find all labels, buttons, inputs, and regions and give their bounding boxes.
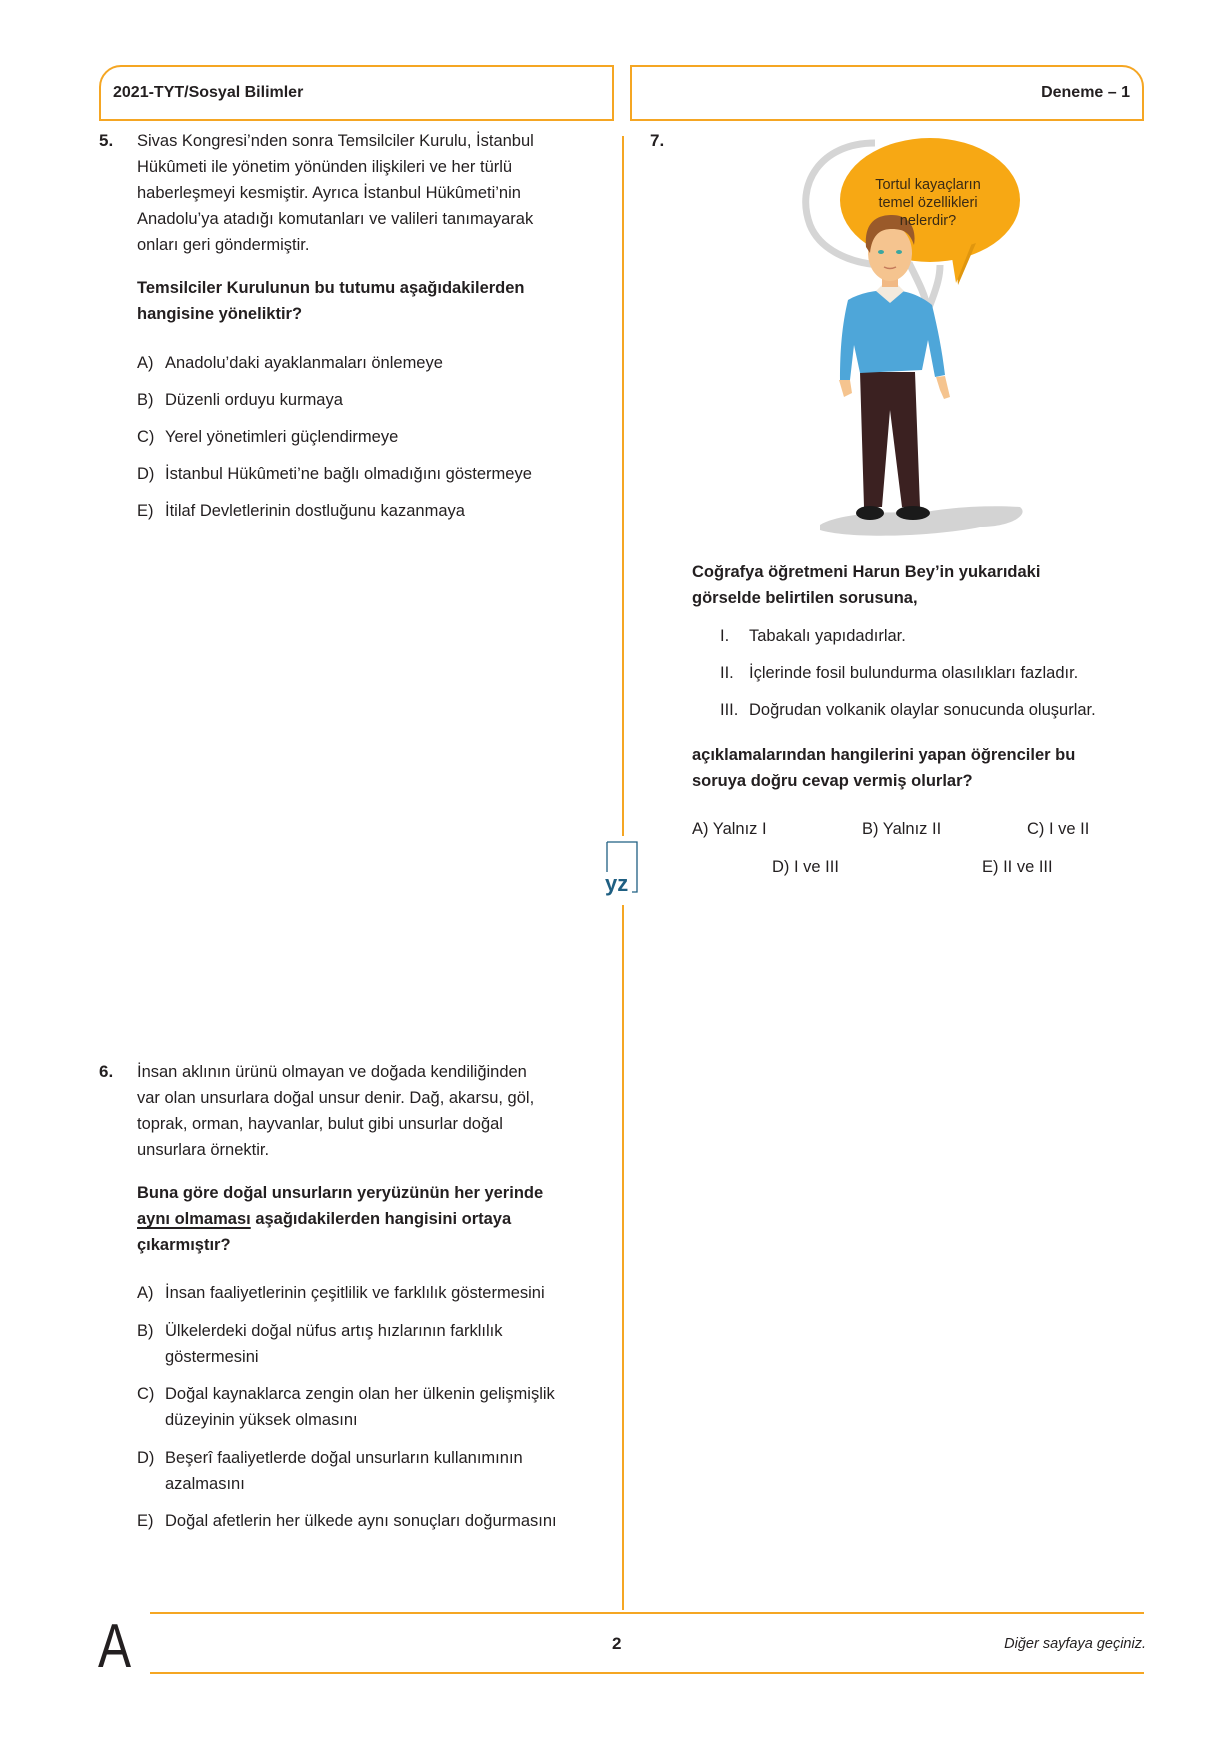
question-prompt: [137, 275, 525, 327]
column-divider-bottom: [622, 905, 624, 1610]
option-text: Beşerî faaliyetlerde doğal unsurların kullanımının azalmasını: [165, 1449, 523, 1493]
statement-text: İçlerinde fosil bulundurma olasılıkları fazladır.: [749, 664, 1079, 682]
answer-option-c[interactable]: [137, 424, 398, 450]
stem-line: İnsan aklının ürünü olmayan ve doğada kendiliğinden: [137, 1063, 527, 1081]
stem-line: unsurlara örnektir.: [137, 1141, 270, 1159]
option-letter: E): [137, 502, 154, 520]
answer-option-a[interactable]: [137, 1280, 545, 1306]
stem-line: haberleşmeyi kesmiştir. Ayrıca İstanbul Hükûmeti’nin: [137, 184, 521, 202]
prompt-line: soruya doğru cevap vermiş olurlar?: [692, 772, 973, 790]
option-text: İstanbul Hükûmeti’ne bağlı olmadığını göstermeye: [165, 465, 532, 483]
hand-left: [839, 380, 852, 397]
question-prompt: [692, 559, 1040, 611]
stem-line: Anadolu’ya atadığı komutanları ve valileri tanımayarak: [137, 210, 534, 228]
header-left-box: [99, 65, 614, 121]
question-stem: [137, 128, 534, 258]
option-letter: A): [137, 1284, 154, 1302]
option-letter: D): [137, 465, 155, 483]
answer-option-a[interactable]: A) Yalnız I: [692, 820, 767, 838]
sweater: [840, 290, 945, 380]
answer-option-a[interactable]: [137, 350, 443, 376]
statement-text: Tabakalı yapıdadırlar.: [749, 627, 906, 645]
statement-numeral: II.: [720, 664, 734, 682]
prompt-line: çıkarmıştır?: [137, 1236, 231, 1254]
question-ask: [692, 742, 1075, 794]
statement-numeral: I.: [720, 627, 730, 645]
shoe-right: [896, 506, 930, 520]
answer-option-c[interactable]: [137, 1381, 555, 1433]
answer-option-e[interactable]: E) II ve III: [982, 858, 1053, 876]
stem-line: var olan unsurlara doğal unsur denir. Dağ, akarsu, göl,: [137, 1089, 535, 1107]
stem-line: onları geri göndermiştir.: [137, 236, 310, 254]
hand-right: [936, 376, 950, 399]
question-prompt: [137, 1180, 543, 1258]
stem-line: toprak, orman, hayvanlar, bulut gibi unsurlar doğal: [137, 1115, 503, 1133]
option-text: Yerel yönetimleri güçlendirmeye: [165, 428, 399, 446]
option-text: Doğal afetlerin her ülkede aynı sonuçları doğurmasını: [165, 1512, 557, 1530]
option-letter: C): [137, 428, 155, 446]
answer-option-b[interactable]: B) Yalnız II: [862, 820, 942, 838]
answer-option-b[interactable]: [137, 1318, 503, 1370]
prompt-line: görselde belirtilen sorusuna,: [692, 589, 918, 607]
prompt-line: [137, 1206, 543, 1232]
question-number: 6.: [99, 1062, 114, 1081]
question-number: 5.: [99, 131, 114, 150]
yz-logo-icon: [604, 840, 640, 896]
booklet-type: A: [98, 1612, 132, 1681]
exam-edition: Deneme – 1: [1041, 84, 1130, 101]
option-letter: B): [137, 1322, 154, 1340]
option-letter: A): [137, 354, 154, 372]
statement-i: [720, 623, 906, 649]
question-number: 7.: [650, 131, 665, 150]
stem-line: Hükûmeti ile yönetim yönünden ilişkileri ve her türlü: [137, 158, 513, 176]
prompt-line: açıklamalarından hangilerini yapan öğrenciler bu: [692, 746, 1076, 764]
page-number: 2: [612, 1634, 622, 1653]
option-text: Düzenli orduyu kurmaya: [165, 391, 343, 409]
prompt-line: hangisine yöneliktir?: [137, 305, 303, 323]
stem-line: Sivas Kongresi’nden sonra Temsilciler Kurulu, İstanbul: [137, 132, 534, 150]
option-letter: C): [137, 1385, 155, 1403]
prompt-line: Coğrafya öğretmeni Harun Bey’in yukarıdaki: [692, 563, 1041, 581]
option-text: İtilaf Devletlerinin dostluğunu kazanmaya: [165, 502, 465, 520]
column-divider-top: [622, 136, 624, 836]
option-text: Doğal kaynaklarca zengin olan her ülkenin gelişmişlik düzeyinin yüksek olmasını: [165, 1385, 555, 1429]
answer-option-d[interactable]: [137, 461, 532, 487]
prompt-line: Buna göre doğal unsurların yeryüzünün her yerinde: [137, 1184, 544, 1202]
prompt-text: aşağıdakilerden hangisini ortaya: [250, 1210, 512, 1228]
statement-numeral: III.: [720, 701, 739, 719]
option-letter: E): [137, 1512, 154, 1530]
question-stem: [137, 1059, 534, 1163]
prompt-line: Temsilciler Kurulunun bu tutumu aşağıdakilerden: [137, 279, 525, 297]
yz-logo-text: yz: [605, 871, 629, 896]
answer-option-e[interactable]: [137, 498, 465, 524]
exam-title: 2021-TYT/Sosyal Bilimler: [113, 84, 304, 101]
answer-option-c[interactable]: C) I ve II: [1027, 820, 1090, 838]
footer-bottom-rule: [150, 1672, 1144, 1674]
emphasized-phrase: aynı olmaması: [137, 1210, 251, 1228]
answer-option-b[interactable]: [137, 387, 343, 413]
option-letter: D): [137, 1449, 155, 1467]
answer-option-d[interactable]: [137, 1445, 523, 1497]
header-right-box: [630, 65, 1144, 121]
option-text: Ülkelerdeki doğal nüfus artış hızlarının farklılık göstermesini: [165, 1322, 503, 1366]
shoe-left: [856, 506, 884, 520]
option-text: Anadolu’daki ayaklanmaları önlemeye: [165, 354, 443, 372]
statement-text: Doğrudan volkanik olaylar sonucunda oluşurlar.: [749, 701, 1096, 719]
trousers: [860, 372, 920, 507]
footer-top-rule: [150, 1612, 1144, 1614]
option-letter: B): [137, 391, 154, 409]
statement-ii: [720, 660, 1078, 686]
next-page-note: Diğer sayfaya geçiniz.: [1004, 1636, 1146, 1652]
statement-iii: [720, 697, 1096, 723]
option-text: İnsan faaliyetlerinin çeşitlilik ve farklılık göstermesini: [165, 1284, 545, 1302]
answer-option-d[interactable]: D) I ve III: [772, 858, 839, 876]
speech-bubble-text: Tortul kayaçların temel özellikleri nelerdir?: [875, 177, 981, 229]
answer-option-e[interactable]: [137, 1508, 557, 1534]
